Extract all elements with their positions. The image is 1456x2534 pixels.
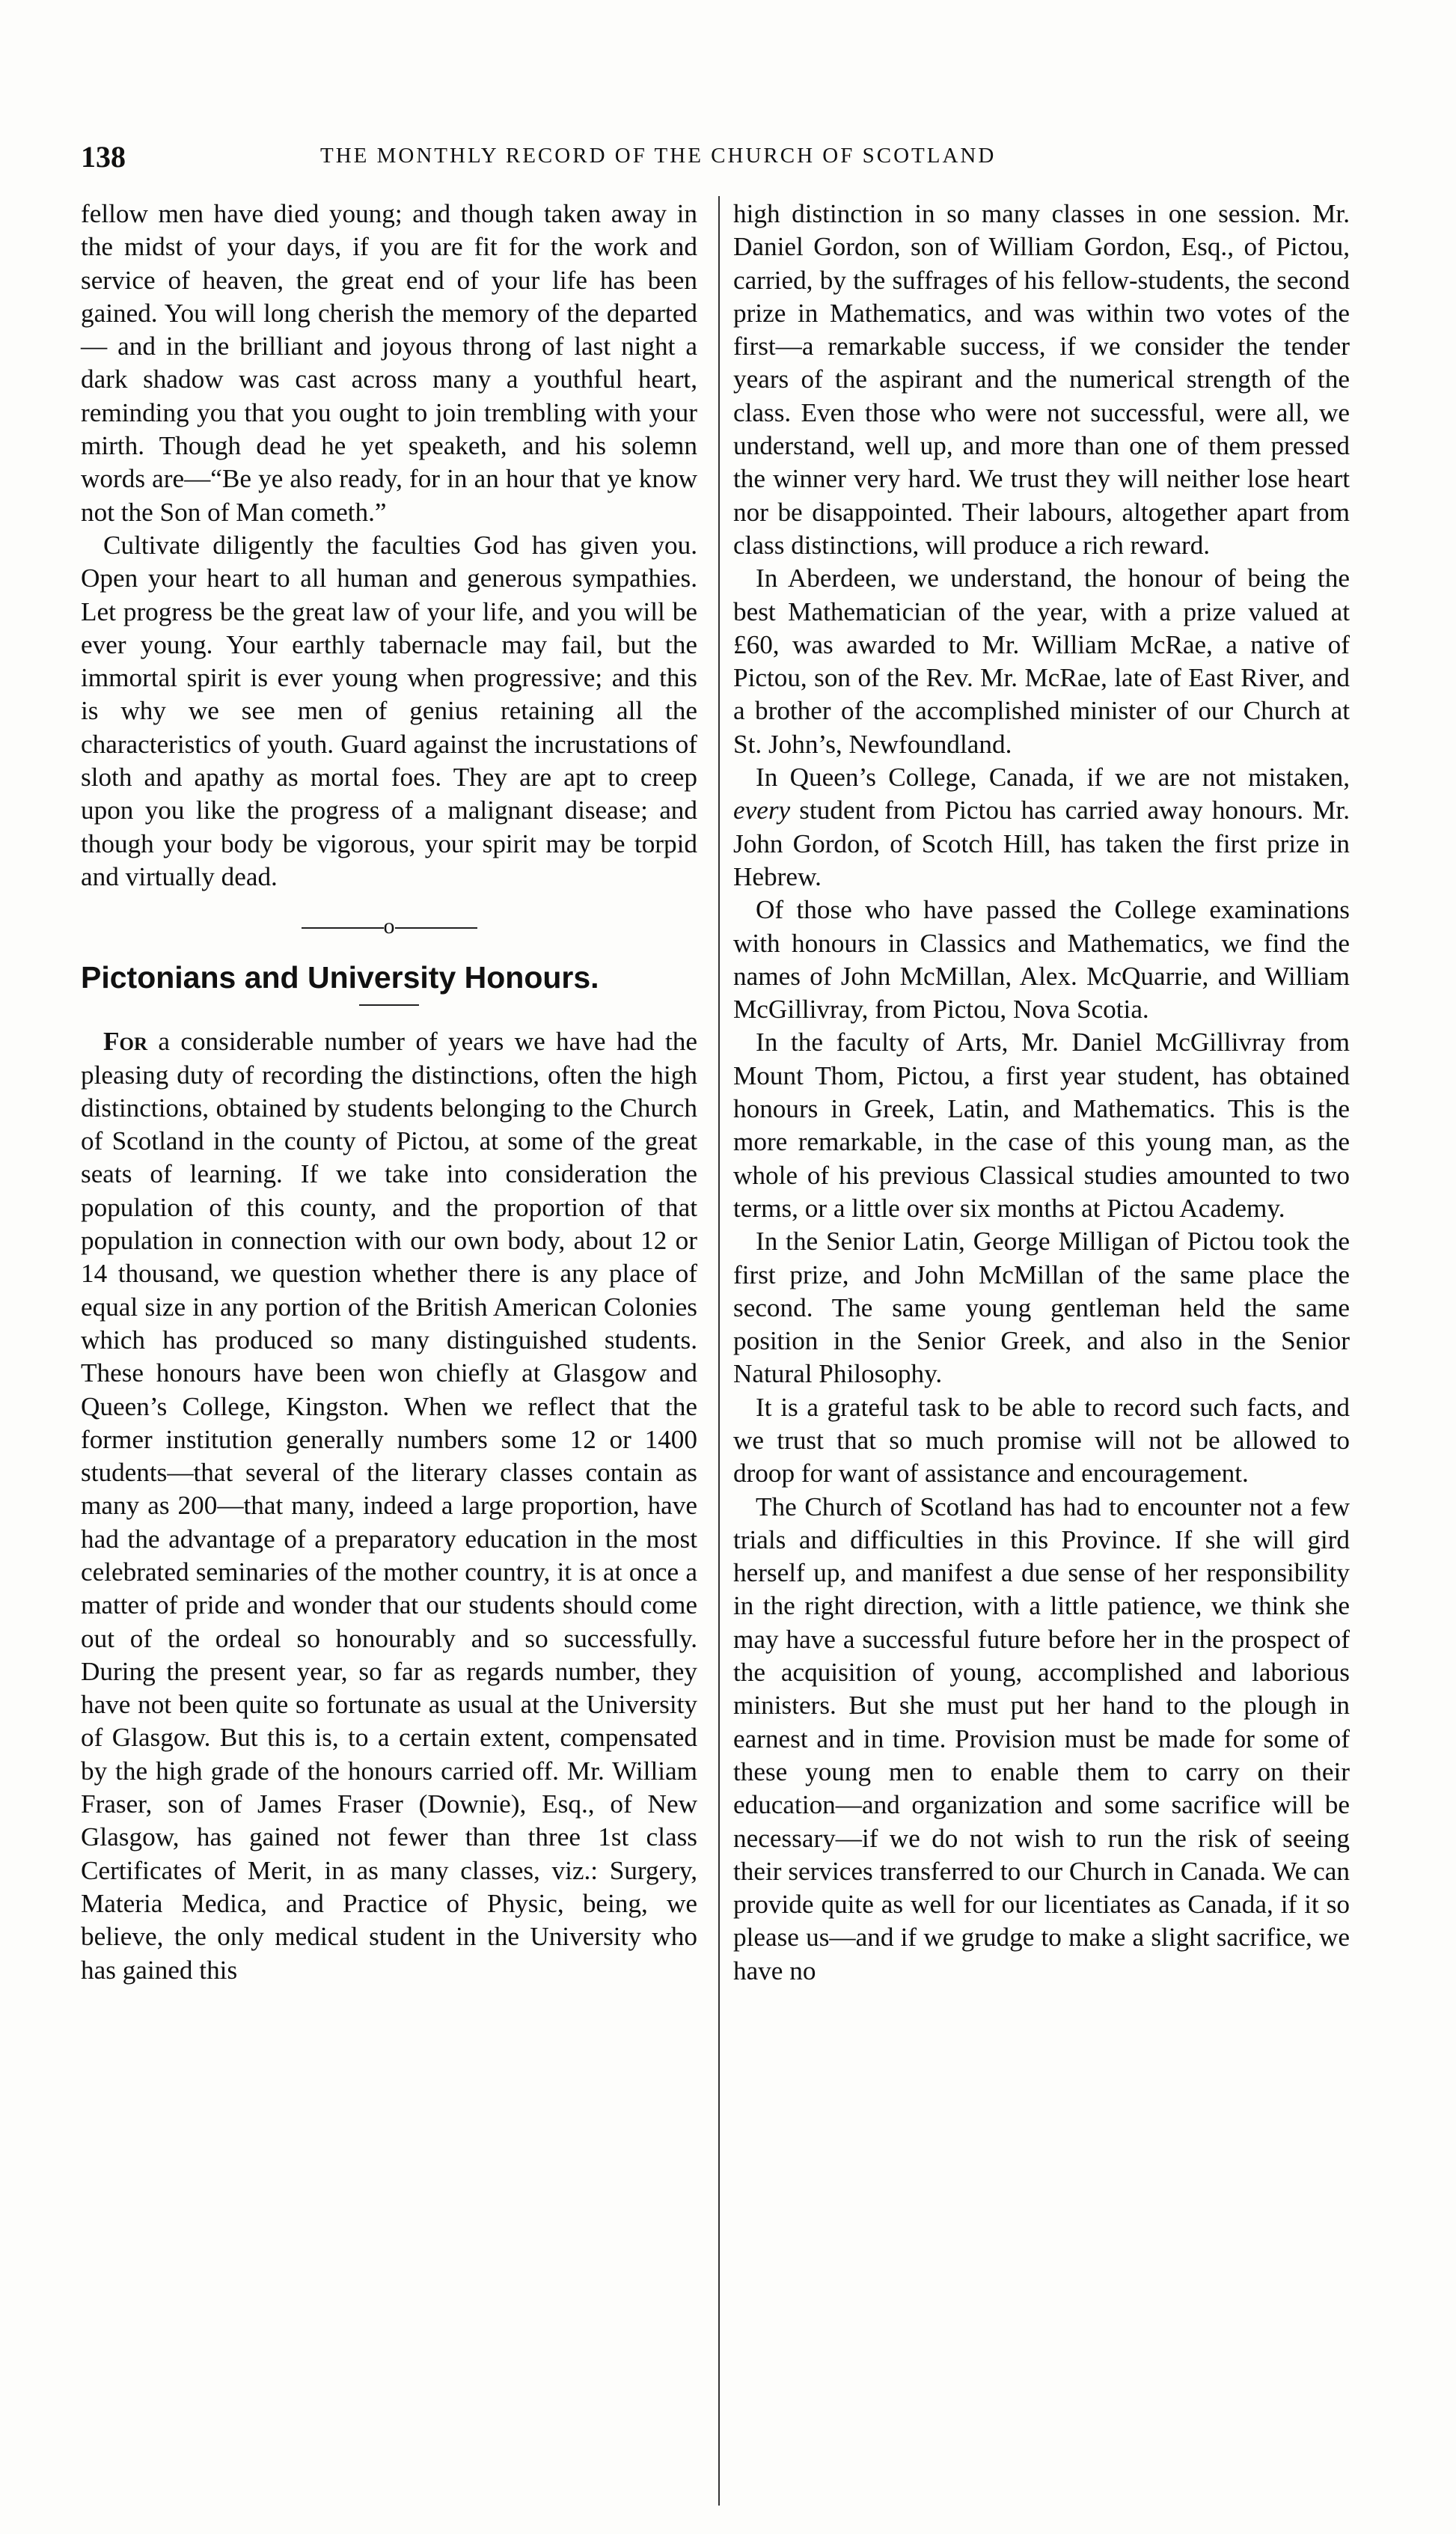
left-paragraph-2: Cultivate diligently the faculties God has given you. Open your heart to all human and generous sympathies. Let progress be the great law of your life, and you will be ever young. Your earthly tabernacle may fail, but the immortal spirit is ever young when progressive; and this is why we see men of genius retaining all the characteristics of youth. Guard against the incrustations of sloth and apathy as mortal foes. They are apt to creep upon you like the progress of a malignant disease; and though your body be vigorous, your spirit may be torpid and virtually dead. (81, 530, 697, 891)
page-number: 138 (81, 140, 126, 174)
right-paragraph-1: high distinction in so many classes in one session. Mr. Daniel Gordon, son of William Gordon, Esq., of Pictou, carried, by the suffrages of his fellow-students, the second prize in Mathematics, and was within two votes of the first—a remarkable success, if we consider the tender years of the aspirant and the numerical strength of the class. Even those who were not successful, were all, we understand, well up, and more than one of them pressed the winner very hard. We trust they will neither lose heart nor be disappointed. Their labours, altogether apart from class distinctions, will produce a rich reward. (733, 199, 1350, 560)
right-paragraph-3-start: In Queen’s College, Canada, if we are not mistaken, (756, 763, 1350, 793)
right-paragraph-8: The Church of Scotland has had to encounter not a few trials and difficulties in this Province. If she will gird herself up, and manifest a due sense of her responsibility in the right direction, with a little patience, we think she may have a successful future before her in the prospect of the acquisition of young, accomplished and laborious ministers. But she must put her hand to the plough in earnest and in time. Provision must be made for some of these young men to enable them to carry on their education—and organization and some sacrifice will be necessary—if we do not wish to run the risk of seeing their services transferred to our Church in Canada. We can provide quite as well for our licentiates as Canada, if it so please us—and if we grudge to make a slight sacrifice, we have no (733, 1492, 1350, 1985)
right-paragraph-6: In the Senior Latin, George Milligan of Pictou took the first prize, and John McMillan of the same place the second. The same young gentleman held the same position in the Senior Greek, and also in the Senior Natural Philosophy. (733, 1227, 1350, 1389)
separator-mark: o (383, 914, 395, 939)
left-paragraph-3 (81, 1025, 697, 1987)
running-head (81, 139, 1368, 184)
left-paragraph-1: fellow men have died young; and though taken away in the midst of your days, if you are fit for the work and service of heaven, the great end of your life has been gained. You will long cherish the memory of the departed — and in the brilliant and joyous throng of last night a dark shadow was cast across many a youthful heart, reminding you that you ought to join trembling with your mirth. Though dead he yet speaketh, and his solemn words are—“Be ye also ready, for in an hour that ye know not the Son of Man cometh.” (81, 199, 697, 527)
emphasis-every: every (733, 796, 791, 825)
left-column (81, 198, 697, 1987)
right-paragraph-3 (733, 761, 1350, 894)
right-paragraph-2: In Aberdeen, we understand, the honour of being the best Mathematician of the year, with a prize valued at £60, was awarded to Mr. William McRae, a native of Pictou, son of the Rev. Mr. McRae, late of East River, and a brother of the accomplished minister of our Church at St. John’s, Newfoundland. (733, 564, 1350, 759)
separator-line-left (302, 927, 384, 929)
right-paragraph-3-end: student from Pictou has carried away honours. Mr. John Gordon, of Scotch Hill, has taken the first prize in Hebrew. (733, 796, 1350, 891)
right-paragraph-4: Of those who have passed the College examinations with honours in Classics and Mathematics, we find the names of John McMillan, Alex. McQuarrie, and William McGillivray, from Pictou, Nova Scotia. (733, 895, 1350, 1025)
right-paragraph-7: It is a grateful task to be able to record such facts, and we trust that so much promise will not be allowed to droop for want of assistance and encouragement. (733, 1392, 1350, 1489)
title-underline (359, 1004, 419, 1006)
separator-line-right (395, 927, 477, 929)
right-paragraph-5: In the faculty of Arts, Mr. Daniel McGillivray from Mount Thom, Pictou, a first year student, has obtained honours in Greek, Latin, and Mathematics. This is the more remarkable, in the case of this young man, as the whole of his previous Classical studies amounted to two terms, or a little over six months at Pictou Academy. (733, 1028, 1350, 1223)
right-column (733, 198, 1350, 1988)
left-paragraph-3-text: a considerable number of years we have had the pleasing duty of recording the distinctions, often the high distinctions, obtained by students belonging to the Church of Scotland in the county of Pictou, at some of the great seats of learning. If we take into consideration the population of this county, and the proportion of that population in connection with our own body, about 12 or 14 thousand, we question whether there is any place of equal size in any portion of the British American Colonies which has produced so many distinguished students. These honours have been won chiefly at Glasgow and Queen’s College, Kingston. When we reflect that the former institution generally numbers some 12 or 1400 students—that several of the literary classes contain as many as 200—that many, indeed a large proportion, have had the advantage of a preparatory education in the most celebrated seminaries of the mother country, it is at once a matter of pride and wonder that our students should come out of the ordeal so honourably and so successfully. During the present year, so far as regards number, they have not been quite so fortunate as usual at the University of Glasgow. But this is, to a certain extent, compensated by the high grade of the honours carried off. Mr. William Fraser, son of James Fraser (Downie), Esq., of New Glasgow, has gained not fewer than three 1st class Certificates of Merit, in as many classes, viz.: Surgery, Materia Medica, and Practice of Physic, being, we believe, the only medical student in the University who has gained this (81, 1027, 697, 1985)
column-divider (718, 196, 720, 2506)
section-title: Pictonians and University Honours. (81, 960, 599, 995)
paragraph-lead-word: For (103, 1027, 147, 1057)
section-separator (81, 912, 697, 941)
running-title: THE MONTHLY RECORD OF THE CHURCH OF SCOTLAND (320, 144, 997, 168)
